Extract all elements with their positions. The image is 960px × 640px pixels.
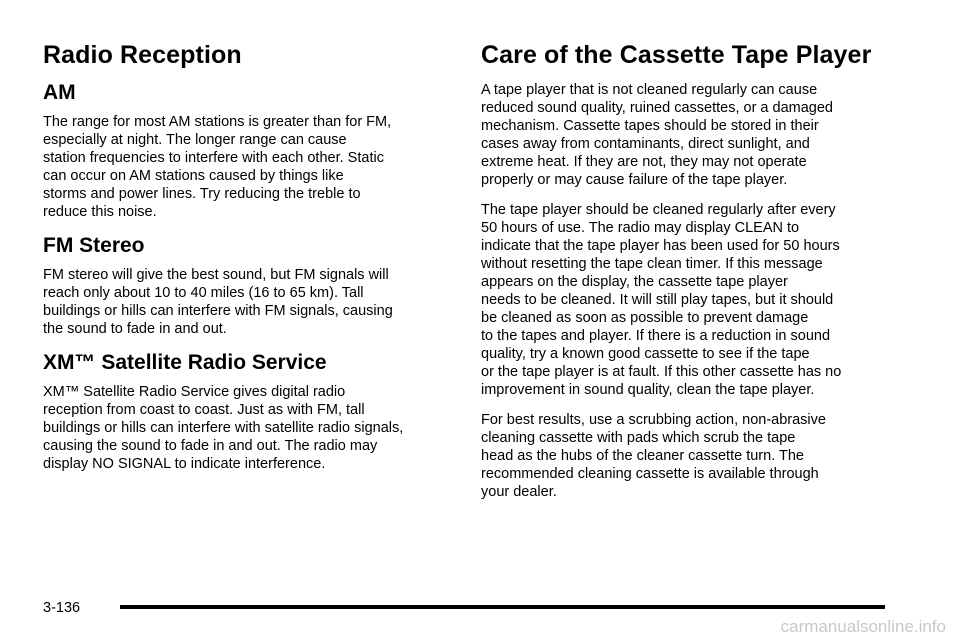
xm-satellite-paragraph: XM™ Satellite Radio Service gives digital radio reception from coast to coast. Just as with FM, tall buildings or hills can interfere with satellite radio signals, causing the sound to fade in and out. The radio may display NO SIGNAL to indicate interference. bbox=[43, 384, 404, 472]
am-heading: AM bbox=[43, 81, 76, 104]
footer-rule bbox=[120, 605, 885, 609]
fm-stereo-heading: FM Stereo bbox=[43, 234, 145, 257]
fm-stereo-paragraph: FM stereo will give the best sound, but FM signals will reach only about 10 to 40 miles (16 to 65 km). Tall buildings or hills can interfere with FM signals, causing the sound to fade in and out. bbox=[43, 267, 393, 337]
xm-satellite-heading: XM™ Satellite Radio Service bbox=[43, 351, 327, 374]
page-number: 3-136 bbox=[43, 600, 81, 616]
cassette-paragraph-3: For best results, use a scrubbing action, non-abrasive cleaning cassette with pads which scrub the tape head as the hubs of the cleaner cassette turn. The recommended cleaning cassette is available through your dealer. bbox=[481, 412, 826, 500]
am-paragraph: The range for most AM stations is greater than for FM, especially at night. The longer range can cause station frequencies to interfere with each other. Static can occur on AM stations caused by things like storms and power lines. Try reducing the treble to reduce this noise. bbox=[43, 114, 392, 220]
watermark: carmanualsonline.info bbox=[780, 617, 946, 636]
cassette-care-title: Care of the Cassette Tape Player bbox=[481, 41, 872, 69]
left-column bbox=[43, 40, 448, 485]
cassette-paragraph-2: The tape player should be cleaned regularly after every 50 hours of use. The radio may display CLEAN to indicate that the tape player has been used for 50 hours without resetting the tape clean timer. If this message appears on the display, the cassette tape player needs to be cleaned. It will still play tapes, but it should be cleaned as soon as possible to prevent damage to the tapes and player. If there is a reduction in sound quality, try a known good cassette to see if the tape or the tape player is at fault. If this other cassette has no improvement in sound quality, clean the tape player. bbox=[481, 202, 842, 398]
right-column bbox=[481, 40, 901, 513]
cassette-paragraph-1: A tape player that is not cleaned regularly can cause reduced sound quality, ruined cassettes, or a damaged mechanism. Cassette tapes should be stored in their cases away from contaminants, direct sunlight, and extreme heat. If they are not, they may not operate properly or may cause failure of the tape player. bbox=[481, 82, 833, 188]
radio-reception-title: Radio Reception bbox=[43, 41, 242, 69]
